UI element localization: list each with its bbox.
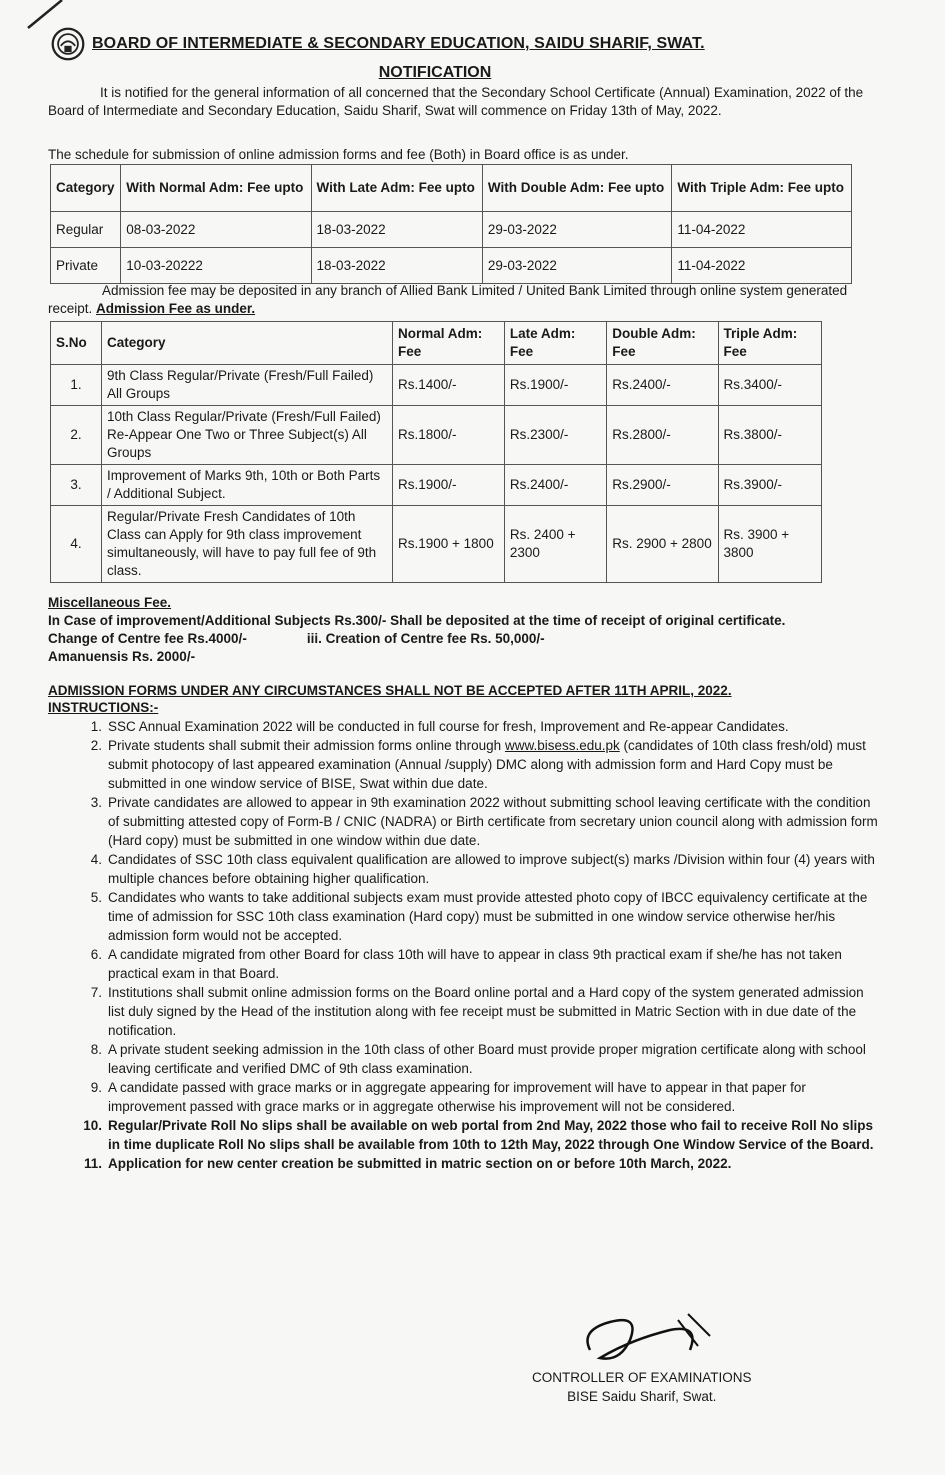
table-cell: Regular/Private Fresh Candidates of 10th Class can Apply for 9th class improvement simultaneously, will have to pay full fee of 9th class. bbox=[102, 506, 393, 583]
list-item bbox=[70, 1040, 880, 1078]
table-cell: Rs.3900/- bbox=[718, 465, 821, 506]
misc-centre-row bbox=[48, 630, 878, 648]
controller-office: BISE Saidu Sharif, Swat. bbox=[567, 1389, 717, 1404]
table-cell: 10th Class Regular/Private (Fresh/Full Failed) Re-Appear One Two or Three Subject(s) All Groups bbox=[102, 406, 393, 465]
item-text: Private candidates are allowed to appear in 9th examination 2022 without submitting school leaving certificate with the condition of submitting attested copy of Form-B / CNIC (NADRA) or Birth certificate from secretary union council along with admission form (Hard copy) must be submitted in one window within due date. bbox=[108, 795, 878, 848]
table-cell: Rs.2800/- bbox=[607, 406, 718, 465]
table-cell: Rs.1900/- bbox=[393, 465, 505, 506]
table-cell: 10-03-20222 bbox=[121, 248, 311, 284]
table-row bbox=[51, 406, 822, 465]
fee-heading: Admission Fee as under. bbox=[96, 301, 256, 316]
table-cell: Rs. 3900 + 3800 bbox=[718, 506, 821, 583]
item-number: 9. bbox=[90, 1080, 102, 1095]
schedule-header-cell: With Late Adm: Fee upto bbox=[311, 165, 482, 212]
fee-header-cell: Late Adm: Fee bbox=[504, 322, 606, 365]
title-row bbox=[50, 26, 910, 62]
item-number: 8. bbox=[90, 1042, 102, 1057]
fee-table bbox=[50, 321, 822, 583]
controller-title: CONTROLLER OF EXAMINATIONS bbox=[532, 1370, 752, 1385]
table-cell: 11-04-2022 bbox=[672, 248, 852, 284]
item-number: 6. bbox=[90, 947, 102, 962]
table-cell: 11-04-2022 bbox=[672, 212, 852, 248]
misc-fee-section bbox=[48, 594, 878, 666]
item-text: SSC Annual Examination 2022 will be conducted in full course for fresh, Improvement and Re-appear Candidates. bbox=[108, 719, 789, 734]
table-cell: Rs. 2900 + 2800 bbox=[607, 506, 718, 583]
list-item bbox=[70, 983, 880, 1040]
table-cell: Private bbox=[51, 248, 121, 284]
table-cell: Rs.1900 + 1800 bbox=[393, 506, 505, 583]
table-cell: 9th Class Regular/Private (Fresh/Full Failed) All Groups bbox=[102, 365, 393, 406]
table-row bbox=[51, 248, 852, 284]
item-text: Institutions shall submit online admission forms on the Board online portal and a Hard copy of the system generated admission list duly signed by the Head of the institution along with fee receipt must be submitted in Matric Section with in due date of the notification. bbox=[108, 985, 864, 1038]
list-item bbox=[70, 736, 880, 793]
schedule-header-cell: With Triple Adm: Fee upto bbox=[672, 165, 852, 212]
fee-header-cell: S.No bbox=[51, 322, 102, 365]
item-number: 7. bbox=[90, 985, 102, 1000]
list-item bbox=[70, 850, 880, 888]
list-item bbox=[70, 1154, 880, 1173]
item-number: 1. bbox=[90, 719, 102, 734]
notification-heading: NOTIFICATION bbox=[378, 64, 492, 81]
list-item bbox=[70, 717, 880, 736]
schedule-header-cell: With Double Adm: Fee upto bbox=[482, 165, 671, 212]
misc-improvement-line: In Case of improvement/Additional Subjects Rs.300/- Shall be deposited at the time of receipt of original certificate. bbox=[48, 613, 786, 628]
schedule-header-cell: With Normal Adm: Fee upto bbox=[121, 165, 311, 212]
table-cell: 4. bbox=[51, 506, 102, 583]
table-cell: 08-03-2022 bbox=[121, 212, 311, 248]
change-centre-fee: Change of Centre fee Rs.4000/- bbox=[48, 631, 247, 646]
fee-header-cell: Double Adm: Fee bbox=[607, 322, 718, 365]
item-text: Regular/Private Roll No slips shall be available on web portal from 2nd May, 2022 those who fail to receive Roll No slips in time duplicate Roll No slips shall be available from 10th to 12th May, 2022 through One Window Service of the Board. bbox=[108, 1118, 874, 1152]
item-text: A candidate migrated from other Board for class 10th will have to appear in class 9th practical exam if she/he has not taken practical exam in that Board. bbox=[108, 947, 842, 981]
table-cell: Rs.2300/- bbox=[504, 406, 606, 465]
schedule-header-cell: Category bbox=[51, 165, 121, 212]
list-item bbox=[70, 793, 880, 850]
item-number: 2. bbox=[90, 738, 102, 753]
list-item bbox=[70, 945, 880, 983]
item-text: Application for new center creation be submitted in matric section on or before 10th March, 2022. bbox=[108, 1156, 732, 1171]
table-cell: Rs.2400/- bbox=[607, 365, 718, 406]
table-cell: Rs. 2400 + 2300 bbox=[504, 506, 606, 583]
item-number: 10. bbox=[83, 1118, 102, 1133]
creation-centre-fee: iii. Creation of Centre fee Rs. 50,000/- bbox=[306, 631, 545, 646]
controller-block bbox=[532, 1368, 752, 1406]
fee-header-row bbox=[51, 322, 822, 365]
table-row bbox=[51, 465, 822, 506]
table-cell: Improvement of Marks 9th, 10th or Both Parts / Additional Subject. bbox=[102, 465, 393, 506]
table-cell: 3. bbox=[51, 465, 102, 506]
item-text-part: (candidates of 10th class fresh/old) must submit photocopy of last appeared examination (Annual /supply) DMC along with admission form and Hard Copy must be submitted in one window service of BISE, Swat within due date. bbox=[108, 738, 866, 791]
table-cell: Rs.3400/- bbox=[718, 365, 821, 406]
intro-paragraph: It is notified for the general information of all concerned that the Secondary School Certificate (Annual) Examination, 2022 of the Board of Intermediate and Secondary Education, Saidu Sharif, Swat will commence on Friday 13th of May, 2022. bbox=[48, 85, 864, 118]
list-item bbox=[70, 1116, 880, 1154]
board-title: BOARD OF INTERMEDIATE & SECONDARY EDUCATION, SAIDU SHARIF, SWAT. bbox=[92, 35, 705, 52]
table-cell: Rs.2400/- bbox=[504, 465, 606, 506]
item-text: A candidate passed with grace marks or in aggregate appearing for improvement will have to appear in that paper for improvement passed with grace marks or in aggregate otherwise his improvement will not be considered. bbox=[108, 1080, 806, 1114]
item-number: 3. bbox=[90, 795, 102, 810]
table-row bbox=[51, 506, 822, 583]
item-text: Candidates of SSC 10th class equivalent qualification are allowed to improve subject(s) marks /Division within four (4) years with multiple chances before obtaining higher qualification. bbox=[108, 852, 875, 886]
instructions-heading: INSTRUCTIONS:- bbox=[48, 700, 159, 715]
deposit-text: Admission fee may be deposited in any branch of Allied Bank Limited / United Bank Limited through online system generated receipt. bbox=[48, 283, 848, 316]
item-text-part: Private students shall submit their admission forms online through bbox=[108, 738, 505, 753]
table-row bbox=[51, 212, 852, 248]
table-cell: 29-03-2022 bbox=[482, 212, 671, 248]
board-logo-icon bbox=[50, 26, 86, 62]
amanuensis-fee: Amanuensis Rs. 2000/- bbox=[48, 649, 196, 664]
table-cell: Rs.1800/- bbox=[393, 406, 505, 465]
table-cell: Rs.3800/- bbox=[718, 406, 821, 465]
header bbox=[50, 26, 910, 82]
table-cell: 29-03-2022 bbox=[482, 248, 671, 284]
table-cell: Regular bbox=[51, 212, 121, 248]
misc-heading: Miscellaneous Fee. bbox=[48, 595, 172, 610]
item-number: 5. bbox=[90, 890, 102, 905]
website-link[interactable]: www.bisess.edu.pk bbox=[504, 738, 620, 753]
table-cell: 18-03-2022 bbox=[311, 212, 482, 248]
table-row bbox=[51, 365, 822, 406]
instructions-list bbox=[70, 717, 880, 1173]
schedule-table bbox=[50, 164, 852, 284]
item-text bbox=[108, 736, 880, 793]
item-number: 11. bbox=[83, 1156, 102, 1171]
item-text: A private student seeking admission in the 10th class of other Board must provide proper migration certificate along with school leaving certificate and verified DMC of 9th class examination. bbox=[108, 1042, 866, 1076]
schedule-intro: The schedule for submission of online admission forms and fee (Both) in Board office is as under. bbox=[48, 147, 629, 162]
table-cell: Rs.1900/- bbox=[504, 365, 606, 406]
table-cell: 18-03-2022 bbox=[311, 248, 482, 284]
table-cell: 1. bbox=[51, 365, 102, 406]
deadline-notice: ADMISSION FORMS UNDER ANY CIRCUMSTANCES SHALL NOT BE ACCEPTED AFTER 11TH APRIL, 2022. bbox=[48, 683, 732, 698]
fee-header-cell: Category bbox=[102, 322, 393, 365]
item-number: 4. bbox=[90, 852, 102, 867]
list-item bbox=[70, 1078, 880, 1116]
deposit-note bbox=[48, 282, 878, 318]
table-cell: 2. bbox=[51, 406, 102, 465]
item-text: Candidates who wants to take additional subjects exam must provide attested photo copy of IBCC equivalency certificate at the time of admission for SSC 10th class examination (Hard copy) must be submitted in one window service otherwise her/his admission form would not be accepted. bbox=[108, 890, 868, 943]
fee-header-cell: Triple Adm: Fee bbox=[718, 322, 821, 365]
table-cell: Rs.1400/- bbox=[393, 365, 505, 406]
schedule-header-row bbox=[51, 165, 852, 212]
list-item bbox=[70, 888, 880, 945]
fee-header-cell: Normal Adm: Fee bbox=[393, 322, 505, 365]
table-cell: Rs.2900/- bbox=[607, 465, 718, 506]
